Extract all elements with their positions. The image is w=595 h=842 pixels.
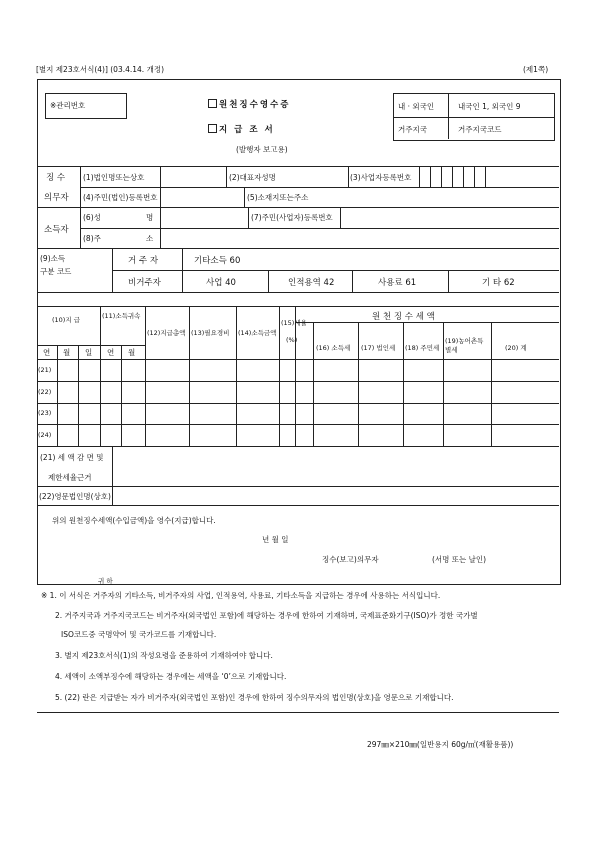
payer-side-1: 징 수: [46, 173, 66, 183]
business-no-label: (3)사업자등록번호: [350, 173, 412, 182]
row-21: (21): [38, 366, 52, 374]
other-code[interactable]: 기 타 62: [482, 278, 515, 288]
recipient-reg-label: (7)주민(사업자)등록번호: [251, 213, 333, 222]
rate-unit: (%): [286, 336, 298, 344]
corp-name-label: (1)법인명또는상호: [83, 173, 145, 182]
nonresident-label: 비거주자: [128, 278, 161, 288]
certification-text: 위의 원천징수세액(수입금액)을 영수(지급)합니다.: [52, 516, 216, 525]
title-line2: 지 급 조 서: [219, 125, 275, 135]
form-title: [208, 98, 290, 110]
row-22: (22): [38, 388, 52, 396]
cert-sign: (서명 또는 날인): [432, 555, 487, 564]
royalty-code[interactable]: 사용료 61: [378, 278, 417, 288]
rate-label: (15)세율: [281, 319, 307, 327]
addr-label-a: (8)주: [83, 234, 101, 243]
english-name-label: (22)영문법인명(상호): [39, 492, 111, 501]
page-number: (제1쪽): [523, 65, 549, 74]
exemption-label-1: (21) 세 액 감 면 및: [40, 453, 104, 462]
form-subtitle: (발행자 보고용): [236, 145, 288, 154]
country-label: 거주지국: [398, 125, 427, 134]
recipient-side: 소득자: [44, 225, 69, 235]
country-code-label: 거주지국코드: [458, 125, 502, 134]
col-year: 연: [43, 348, 51, 357]
note-4: 4. 세액이 소액부징수에 해당하는 경우에는 세액을 ‘0’으로 기재합니다.: [55, 672, 287, 681]
col-month: 월: [63, 348, 71, 357]
expense-label: (13)필요경비: [191, 329, 230, 337]
attribution-label: (11)소득귀속: [102, 312, 141, 320]
addr-label-b: 소: [146, 234, 154, 243]
cert-payer: 징수(보고)의무자: [322, 555, 379, 564]
col-day: 일: [85, 348, 93, 357]
total-label: (12)지급총액: [147, 329, 186, 337]
withholding-header: 원 천 징 수 세 액: [372, 312, 435, 322]
resident-label: 거 주 자: [128, 256, 159, 266]
form-title-2: [208, 123, 275, 135]
name-label-a: (6)성: [83, 213, 101, 222]
note-1: ※ 1. 이 서식은 거주자의 기타소득, 비거주자의 사업, 인적용역, 사용료, 기타소득을 지급하는 경우에 사용하는 서식입니다.: [41, 591, 441, 600]
income-tax-label: (16) 소득세: [316, 344, 351, 352]
checkbox-icon[interactable]: [208, 124, 217, 133]
note-2b: ISO코드중 국명약어 및 국가코드를 기재합니다.: [61, 630, 217, 639]
management-number-label: ※관리번호: [50, 101, 86, 110]
payment-label: (10)지 급: [52, 316, 80, 324]
cert-date: 년 월 일: [262, 535, 289, 544]
income-code-label: (9)소득 구분 코드: [40, 254, 72, 276]
form-id: [별지 제23호서식(4)] (03.4.14. 개정): [36, 65, 164, 74]
total-tax-label: (20) 계: [505, 344, 527, 352]
nationality-label: 내 · 외국인: [398, 102, 435, 111]
business-code[interactable]: 사업 40: [206, 278, 236, 288]
cert-recipient-suffix: 귀 하: [98, 577, 113, 585]
reg-no-label: (4)주민(법인)등록번호: [83, 193, 158, 202]
name-label-b: 명: [146, 213, 154, 222]
corp-tax-label: (17) 법인세: [361, 344, 396, 352]
resident-value[interactable]: 기타소득 60: [194, 256, 241, 266]
note-5: 5. (22) 란은 지급받는 자가 비거주자(외국법인 포함)인 경우에 한하여 징수의무자의 법인명(상호)을 영문으로 기재합니다.: [55, 693, 454, 702]
payer-side-2: 의무자: [44, 193, 69, 203]
income-label: (14)소득금액: [238, 329, 277, 337]
address-label: (5)소재지또는주소: [247, 193, 309, 202]
checkbox-icon[interactable]: [208, 99, 217, 108]
resident-tax-label: (18) 주민세: [405, 344, 440, 352]
row-24: (24): [38, 431, 52, 439]
personal-service-code[interactable]: 인적용역 42: [288, 278, 335, 288]
form-frame: [37, 79, 561, 585]
special-tax-label: (19)농어촌특별세: [445, 337, 484, 354]
exemption-label-2: 제한세율근거: [48, 473, 92, 482]
title-line1: 원천징수영수증: [219, 100, 291, 110]
col-year-2: 연: [107, 348, 115, 357]
col-month-2: 월: [128, 348, 136, 357]
row-23: (23): [38, 409, 52, 417]
paper-spec: 297㎜×210㎜(일반용지 60g/㎡(재활용품)): [367, 740, 514, 749]
note-3: 3. 별지 제23호서식(1)의 작성요령을 준용하여 기재하여야 합니다.: [55, 651, 273, 660]
note-2: 2. 거주지국과 거주지국코드는 비거주자(외국법인 포함)에 해당하는 경우에 한하여 기재하며, 국제표준화기구(ISO)가 정한 국가별: [55, 611, 478, 620]
representative-label: (2)대표자성명: [229, 173, 276, 182]
nationality-value[interactable]: 내국인 1, 외국인 9: [458, 102, 521, 111]
